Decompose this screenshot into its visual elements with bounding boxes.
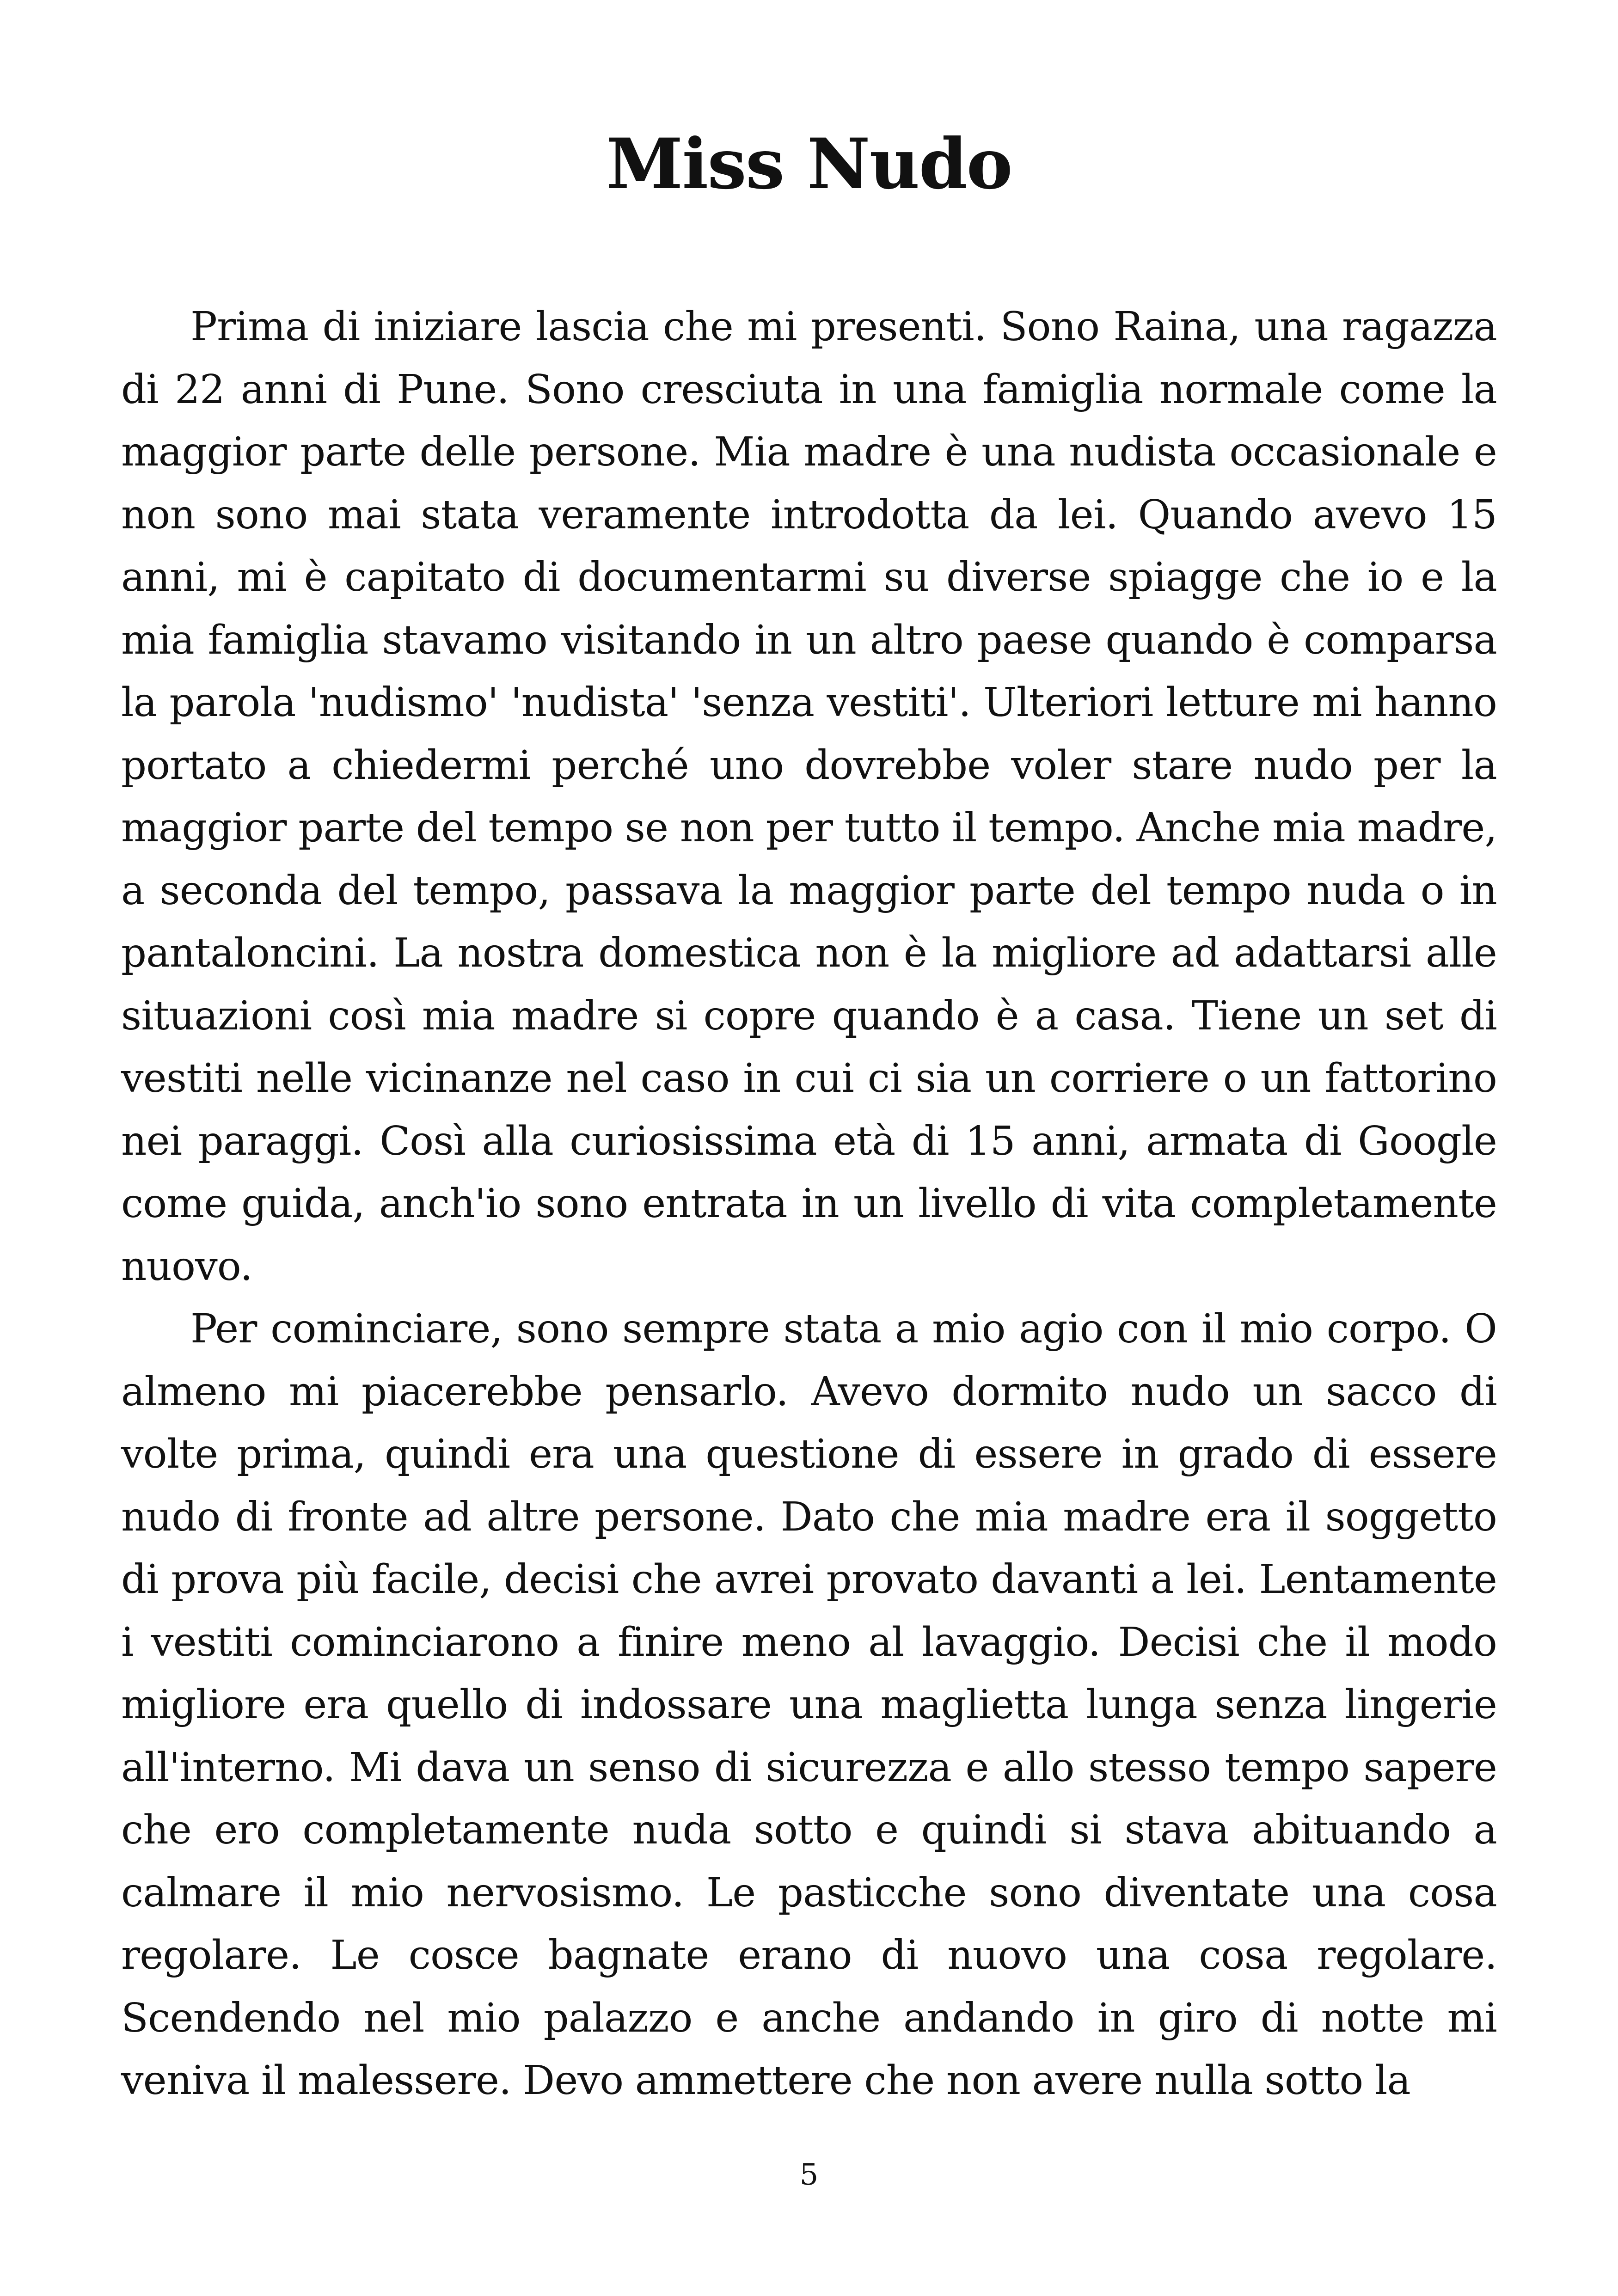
paragraph: Prima di iniziare lascia che mi presenti. Sono Raina, una ragazza di 22 anni di Pune. Sono cresciuta in una famiglia normale come la maggior parte delle persone. Mia madre è una nudista occasionale e non sono mai stata veramente introdotta da lei. Quando avevo 15 anni, mi è capitato di documentarmi su diverse spiagge che io e la mia famiglia stavamo visitando in un altro paese quando è comparsa la parola 'nudismo' 'nudista' 'senza vestiti'. Ulteriori letture mi hanno portato a chiedermi perché uno dovrebbe voler stare nudo per la maggior parte del tempo se non per tutto il tempo. Anche mia madre, a seconda del tempo, passava la maggior parte del tempo nuda o in pantaloncini. La nostra domestica non è la migliore ad adattarsi alle situazioni così mia madre si copre quando è a casa. Tiene un set di vestiti nelle vicinanze nel caso in cui ci sia un corriere o un fattorino nei paraggi. Così alla curiosissima età di 15 anni, armata di Google come guida, anch'io sono entrata in un livello di vita completamente nuovo. (121, 304, 1497, 1290)
page-number: 5 (799, 2158, 819, 2192)
paragraph: Per cominciare, sono sempre stata a mio agio con il mio corpo. O almeno mi piacerebbe pensarlo. Avevo dormito nudo un sacco di volte prima, quindi era una questione di essere in grado di essere nudo di fronte ad altre persone. Dato che mia madre era il soggetto di prova più facile, decisi che avrei provato davanti a lei. Lentamente i vestiti cominciarono a finire meno al lavaggio. Decisi che il modo migliore era quello di indossare una maglietta lunga senza lingerie all'interno. Mi dava un senso di sicurezza e allo stesso tempo sapere che ero completamente nuda sotto e quindi si stava abituando a calmare il mio nervosismo. Le pasticche sono diventate una cosa regolare. Le cosce bagnate erano di nuovo una cosa regolare. Scendendo nel mio palazzo e anche andando in giro di notte mi veniva il malessere. Devo ammettere che non avere nulla sotto la (121, 1306, 1497, 2104)
chapter-title: Miss Nudo (606, 123, 1012, 205)
body-text (121, 296, 1497, 2112)
